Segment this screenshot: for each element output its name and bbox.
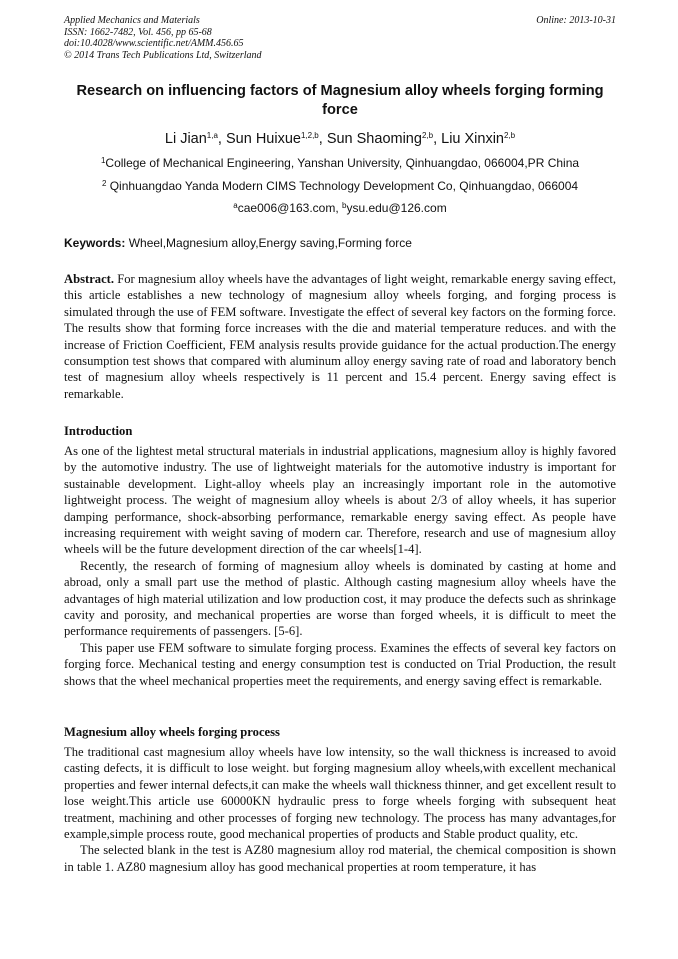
paragraph: The selected blank in the test is AZ80 magnesium alloy rod material, the chemical composition is shown in table 1. AZ80 magnesium alloy has good mechanical properties at room temperature, it has (64, 843, 616, 874)
author-name: Sun Shaoming (326, 131, 422, 147)
email-sup: b (342, 201, 347, 210)
abstract-label: Abstract. (64, 272, 115, 286)
process-heading: Magnesium alloy wheels forging process (64, 725, 280, 739)
affil-sup: 1 (100, 156, 106, 165)
author-name: Liu Xinxin (441, 131, 504, 147)
paper-title: Research on influencing factors of Magnesium alloy wheels forging forming force (76, 83, 604, 118)
author-sup: 1,2,b (300, 131, 319, 140)
abstract-text: For magnesium alloy wheels have the advantages of light weight, remarkable energy saving effect, this article establishes a new technology of magnesium alloy wheels forging, and forging process is simulated through the use of FEM software. Investigate the effect of several key factors on the forming force. The results show that forming force increases with the die and material temperature reduces. and with the increase of Friction Coefficient, FEM analysis results provide guidance for the actual production.The energy consumption test shows that compared with aluminum alloy energy saving rate of road and laboratory bench test of magnesium alloy wheels respectively is 11 percent and 15.4 percent. Energy saving effect is remarkable. (64, 272, 616, 401)
intro-heading: Introduction (64, 424, 133, 438)
keywords-text: Wheel,Magnesium alloy,Energy saving,Forming force (125, 236, 412, 250)
email-sup: a (233, 201, 238, 210)
author-sup: 2,b (504, 131, 516, 140)
author-name: Li Jian (164, 131, 207, 147)
paragraph: This paper use FEM software to simulate forging process. Examines the effects of several key factors on forging force. Mechanical testing and energy consumption test is conducted on Trial Production, the result shows that the wheel mechanical properties meet the requirements, and energy saving effect is remarkable. (64, 640, 616, 688)
intro-body (64, 443, 616, 689)
paragraph: As one of the lightest metal structural materials in industrial applications, magnesium alloy is highly favored by the automotive industry. The use of lightweight materials for the automotive industry is important for sustainable development. Light-alloy wheels play an increasingly important role in the automotive lightweight process. The weight of magnesium alloy wheels is about 2/3 of alloy wheels, it has superior damping performance, shock-absorbing performance, remarkable energy saving effect. As people have increasing requirement with weight saving of modern car. Therefore, research and use of magnesium alloy wheels will be the future development direction of the car wheels[1-4]. (64, 444, 616, 557)
author-list: Li Jian$^{1,a}$, Sun Huixue$^{1,2,b}$, Sun Shaoming$^{2,b}$, Liu Xinxin$^{2,b}$ (164, 131, 516, 147)
online-date: Online: 2013-10-31 (536, 15, 616, 26)
affiliation-1 (64, 156, 616, 171)
author-sup: 2,b (421, 131, 434, 140)
journal-header (64, 15, 616, 61)
email-line (64, 201, 616, 216)
affil-sup: 2 (101, 179, 107, 188)
keywords-label: Keywords: (64, 236, 126, 250)
abstract (64, 271, 616, 402)
affiliation-2 (64, 179, 616, 194)
affil-text: Qinhuangdao Yanda Modern CIMS Technology Development Co, Qinhuangdao, 066004 (106, 179, 579, 193)
paragraph: The traditional cast magnesium alloy wheels have low intensity, so the wall thickness is increased to avoid casting defects, it is difficult to lose weight. but forging magnesium alloy wheels,with excellent mechanical properties and fewer internal defects,it can make the wheels wall thickness thinner, and get excellent result to lose weight.This article use 60000KN hydraulic press to forge wheels forging with subsequent heat treatment, machining and other processes of forging new technology. The process has many advantages,for example,simple process route, good mechanical properties of products and Stable product quality, etc. (64, 745, 616, 842)
keywords (64, 236, 616, 251)
email-b[interactable]: ysu.edu@126.com (346, 201, 447, 215)
journal-name: Applied Mechanics and Materials (64, 15, 200, 26)
issn-line: ISSN: 1662-7482, Vol. 456, pp 65-68 (64, 26, 212, 38)
affil-text: College of Mechanical Engineering, Yanshan University, Qinhuangdao, 066004,PR China (105, 156, 580, 170)
author-name: Sun Huixue (225, 131, 301, 147)
process-body (64, 744, 616, 875)
copyright-line: © 2014 Trans Tech Publications Ltd, Switzerland (64, 49, 262, 61)
email-a[interactable]: cae006@163.com, (237, 201, 342, 215)
doi-line: doi:10.4028/www.scientific.net/AMM.456.65 (64, 38, 244, 49)
paragraph: Recently, the research of forming of magnesium alloy wheels is dominated by casting at home and abroad, only a small part use the method of plastic. Although casting magnesium alloy wheels have the advantages of high material utilization and low production cost, it may produce the defects such as shrinkage cavity and porosity, and mechanical properties are worse than forged wheels, it is difficult to meet the performance requirements of passengers. [5-6]. (64, 558, 616, 639)
author-sup: 1,a (206, 131, 218, 140)
